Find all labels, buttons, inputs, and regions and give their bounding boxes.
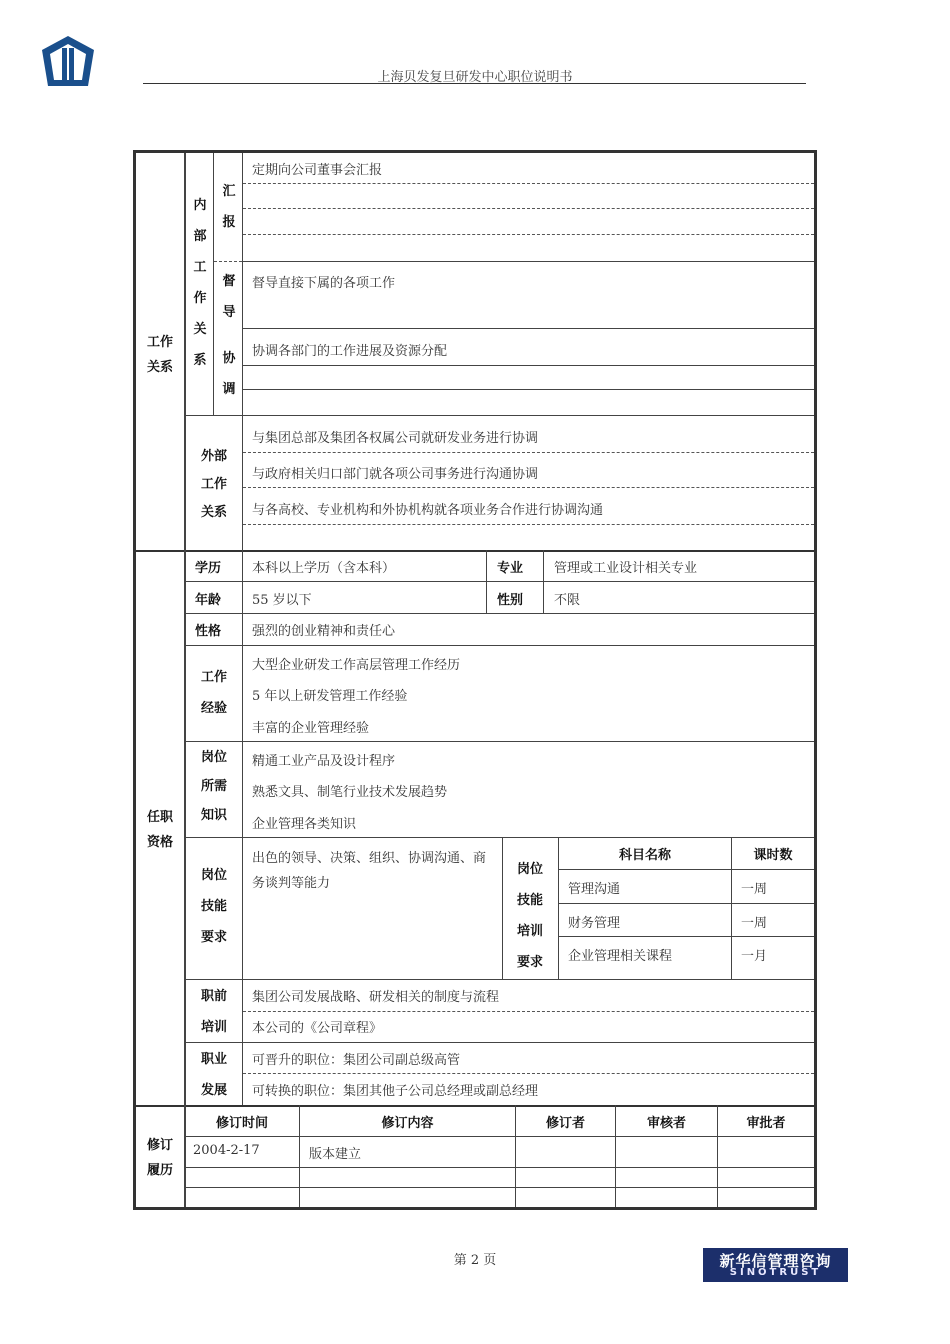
reviser-header: 修订者 <box>545 1116 585 1131</box>
report-item: 定期向公司董事会汇报 <box>252 163 383 178</box>
education-label: 学历 <box>194 561 221 576</box>
sinotrust-logo <box>703 1248 848 1282</box>
row-line <box>185 741 814 742</box>
dashed-line <box>243 208 814 209</box>
section-label-qualifications: 任职 资格 <box>146 810 173 850</box>
external-item: 与政府相关归口部门就各项公司事务进行沟通协调 <box>252 467 539 482</box>
dashed-line <box>243 1073 814 1074</box>
training-label: 岗位 技能 培训 要求 <box>516 862 543 970</box>
revision-time: 2004-2-17 <box>193 1143 260 1158</box>
skills-label: 岗位 技能 要求 <box>200 868 227 945</box>
coordinate-label: 协 调 <box>222 351 236 397</box>
row-line <box>185 1187 814 1188</box>
skills-text-line: 出色的领导、决策、组织、协调沟通、商 <box>252 851 487 866</box>
coordinate-item: 协调各部门的工作进展及资源分配 <box>252 344 448 359</box>
training-subject: 财务管理 <box>568 916 621 931</box>
dashed-line <box>214 261 242 262</box>
report-label: 汇 报 <box>222 184 236 230</box>
gender-value: 不限 <box>554 593 581 608</box>
pre-job-training-label: 职前 培训 <box>200 989 227 1035</box>
training-hours-header: 课时数 <box>753 848 793 863</box>
career-item: 可晋升的职位：集团公司副总级高管 <box>252 1053 461 1068</box>
knowledge-item: 熟悉文具、制笔行业技术发展趋势 <box>252 785 448 800</box>
row-line <box>185 979 814 980</box>
experience-item: 5 年以上研发管理工作经验 <box>252 689 408 704</box>
personality-value: 强烈的创业精神和责任心 <box>252 624 396 639</box>
training-subject: 企业管理相关课程 <box>568 949 673 964</box>
career-label: 职业 发展 <box>200 1052 227 1098</box>
row-line <box>559 903 814 904</box>
gender-label: 性别 <box>496 593 523 608</box>
pre-job-training-item: 本公司的《公司章程》 <box>252 1021 383 1036</box>
revision-content-header: 修订内容 <box>381 1116 434 1131</box>
row-line <box>243 328 814 329</box>
revision-content: 版本建立 <box>309 1147 362 1162</box>
divider <box>242 153 243 550</box>
brand-name-en: SINOTRUST <box>729 1267 822 1278</box>
row-line <box>243 389 814 390</box>
brand-name-cn: 新华信管理咨询 <box>719 1252 832 1270</box>
divider <box>213 153 214 415</box>
row-line <box>185 1136 814 1137</box>
education-value: 本科以上学历（含本科） <box>252 561 396 576</box>
section-divider <box>136 1105 814 1107</box>
training-hours: 一周 <box>741 882 768 897</box>
age-label: 年龄 <box>194 593 221 608</box>
major-label: 专业 <box>496 561 523 576</box>
row-line <box>559 869 814 870</box>
divider <box>242 550 243 1106</box>
supervise-label: 督 导 <box>222 274 236 320</box>
document-title: 上海贝发复旦研发中心职位说明书 <box>377 70 573 85</box>
section-label-revision: 修订 履历 <box>146 1138 173 1178</box>
row-line <box>185 1042 814 1043</box>
knowledge-item: 精通工业产品及设计程序 <box>252 754 396 769</box>
personality-label: 性格 <box>194 624 221 639</box>
reviewer-header: 审核者 <box>646 1116 686 1131</box>
section-label-work-relations: 工作 关系 <box>146 335 173 375</box>
skills-text-line: 务谈判等能力 <box>252 876 331 891</box>
external-item: 与各高校、专业机构和外协机构就各项业务合作进行协调沟通 <box>252 503 604 518</box>
experience-item: 丰富的企业管理经验 <box>252 721 370 736</box>
dashed-line <box>243 487 814 488</box>
divider <box>184 153 186 550</box>
knowledge-label: 岗位 所需 知识 <box>200 750 227 823</box>
row-line <box>243 365 814 366</box>
dashed-line <box>243 524 814 525</box>
row-line <box>185 581 814 582</box>
knowledge-item: 企业管理各类知识 <box>252 817 357 832</box>
external-item: 与集团总部及集团各权属公司就研发业务进行协调 <box>252 431 539 446</box>
training-hours: 一周 <box>741 916 768 931</box>
section-divider <box>136 550 814 552</box>
career-item: 可转换的职位：集团其他子公司总经理或副总经理 <box>252 1084 539 1099</box>
dashed-line <box>243 1011 814 1012</box>
dashed-line <box>243 234 814 235</box>
training-subject: 管理沟通 <box>568 882 621 897</box>
supervise-item: 督导直接下属的各项工作 <box>252 276 396 291</box>
row-line <box>185 837 814 838</box>
experience-label: 工作 经验 <box>200 670 227 716</box>
external-relations-label: 外部 工作 关系 <box>200 449 227 520</box>
dashed-line <box>243 452 814 453</box>
revision-time-header: 修订时间 <box>215 1116 268 1131</box>
row-line <box>185 1167 814 1168</box>
dashed-line <box>243 183 814 184</box>
experience-item: 大型企业研发工作高层管理工作经历 <box>252 658 461 673</box>
training-subject-header: 科目名称 <box>618 848 671 863</box>
row-line <box>243 261 814 262</box>
divider <box>502 837 503 979</box>
training-hours: 一月 <box>741 949 768 964</box>
page-number: 第 2 页 <box>453 1253 497 1268</box>
internal-relations-label: 内 部 工 作 关 系 <box>193 198 207 368</box>
row-line <box>559 936 814 937</box>
row-line <box>185 613 814 614</box>
row-line <box>185 415 814 416</box>
header-rule <box>143 83 806 84</box>
age-value: 55 岁以下 <box>252 593 312 608</box>
major-value: 管理或工业设计相关专业 <box>554 561 698 576</box>
pre-job-training-item: 集团公司发展战略、研发相关的制度与流程 <box>252 990 500 1005</box>
row-line <box>185 645 814 646</box>
approver-header: 审批者 <box>746 1116 786 1131</box>
